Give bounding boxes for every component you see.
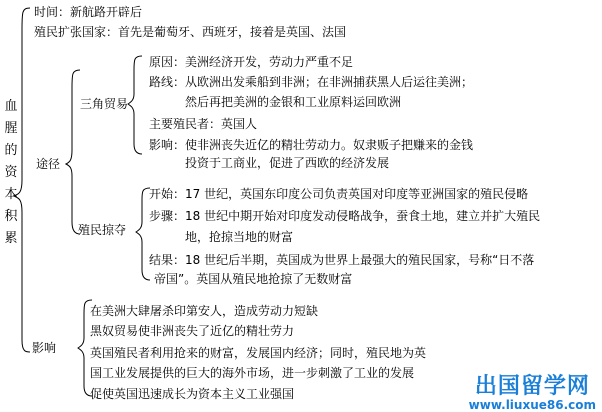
watermark-logo — [469, 375, 596, 412]
impact-item: 英国殖民者利用抢来的财富，发展国内经济；同时，殖民地为英 — [90, 346, 427, 360]
impact-label: 影响 — [32, 341, 57, 355]
watermark-url: www.liuxue86.com — [468, 398, 596, 412]
root-title: 血腥的资本积累 — [4, 99, 18, 246]
triangle-item: 主要殖民者：英国人 — [149, 117, 258, 131]
impact-item: 促使英国迅速成长为资本主义工业强国 — [90, 387, 295, 401]
countries-line: 殖民扩张国家：首先是葡萄牙、西班牙，接着是英国、法国 — [34, 25, 347, 39]
plunder-item: 步骤：18 世纪中期开始对印度发动侵略战争，蚕食土地，建立并扩大殖民 — [149, 209, 541, 223]
plunder-item: 地，抢掠当地的财富 — [185, 230, 294, 244]
watermark-title: 出国留学网 — [474, 374, 590, 399]
approach-label: 途径 — [36, 157, 61, 171]
plunder-label: 殖民掠夺 — [78, 223, 127, 237]
triangle-item: 然后再把美洲的金银和工业原料运回欧洲 — [185, 95, 402, 109]
triangle-item: 路线：从欧洲出发乘船到非洲；在非洲捕获黑人后运往美洲； — [149, 75, 474, 89]
triangle-item: 影响：使非洲丧失近亿的精壮劳动力。奴隶贩子把赚来的金钱 — [149, 138, 474, 152]
triangle-item: 投资于工商业，促进了西欧的经济发展 — [185, 156, 390, 170]
triangle-item: 原因：美洲经济开发，劳动力严重不足 — [149, 55, 354, 69]
plunder-item: 帝国”。英国从殖民地抢掠了无数财富 — [154, 272, 353, 286]
impact-item: 在美洲大肆屠杀印第安人，造成劳动力短缺 — [90, 304, 319, 318]
time-line: 时间：新航路开辟后 — [34, 5, 143, 19]
impact-item: 国工业发展提供的巨大的海外市场，进一步刺激了工业的发展 — [90, 366, 415, 380]
plunder-item: 开始：17 世纪，英国东印度公司负责英国对印度等亚洲国家的殖民侵略 — [149, 187, 529, 201]
plunder-item: 结果：18 世纪后半期，英国成为世界上最强大的殖民国家，号称“日不落 — [149, 253, 535, 267]
triangle-trade-label: 三角贸易 — [80, 97, 129, 111]
impact-item: 黑奴贸易使非洲丧失了近亿的精壮劳力 — [90, 324, 295, 338]
